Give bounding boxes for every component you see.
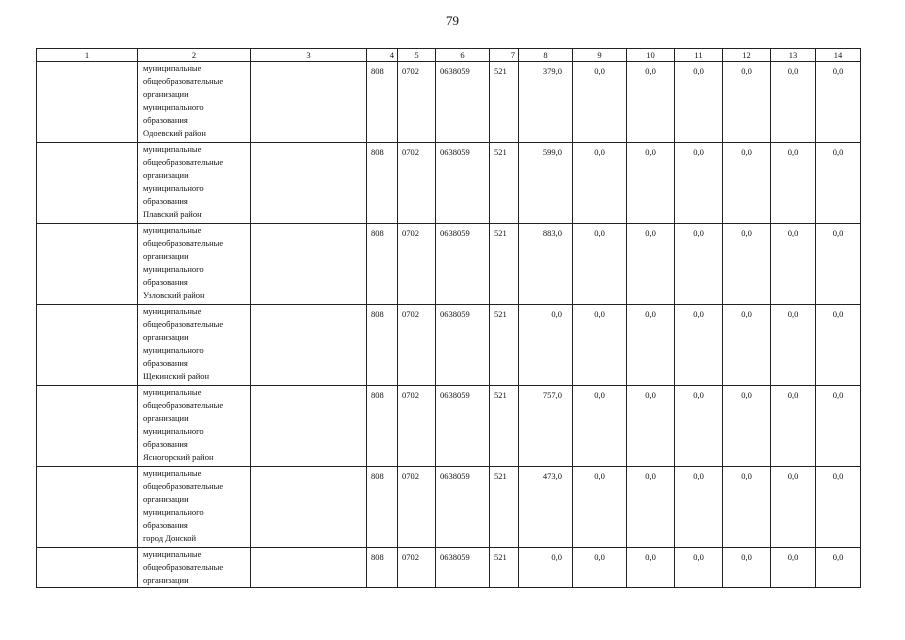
empty-cell [251,305,367,386]
empty-cell [37,548,138,588]
amount-cell: 599,0 [519,143,573,224]
header-cell: 13 [771,49,816,62]
header-row [37,49,861,62]
recipient-name-line: муниципального [143,264,204,274]
value-cell: 0,0 [675,224,723,305]
table-row [37,305,861,386]
recipient-name-cell [138,305,251,386]
page-number: 79 [446,13,459,28]
header-cell: 9 [573,49,627,62]
recipient-name-line: общеобразовательные [143,400,224,410]
value-cell: 0,0 [771,386,816,467]
department-code-cell: 808 [367,305,398,386]
value-cell: 0,0 [723,143,771,224]
empty-cell [37,305,138,386]
target-article-cell: 0638059 [436,467,490,548]
amount-cell: 0,0 [519,548,573,588]
amount-cell: 757,0 [519,386,573,467]
empty-cell [251,62,367,143]
recipient-name-line: общеобразовательные [143,481,224,491]
value-cell: 0,0 [627,143,675,224]
recipient-name-line: муниципального [143,183,204,193]
value-cell: 0,0 [771,62,816,143]
section-code-cell: 0702 [398,548,436,588]
expense-type-cell: 521 [490,386,519,467]
value-cell: 0,0 [723,305,771,386]
recipient-name-line: муниципальные [143,225,202,235]
recipient-name-cell [138,386,251,467]
empty-cell [251,143,367,224]
recipient-name-line: организации [143,575,189,585]
value-cell: 0,0 [573,467,627,548]
amount-cell: 379,0 [519,62,573,143]
header-cell: 7 [490,49,519,62]
value-cell: 0,0 [675,467,723,548]
amount-cell: 0,0 [519,305,573,386]
empty-cell [37,386,138,467]
amount-cell: 883,0 [519,224,573,305]
value-cell: 0,0 [573,305,627,386]
recipient-name-line: общеобразовательные [143,76,224,86]
recipient-name-line: образования [143,115,188,125]
section-code-cell: 0702 [398,305,436,386]
expense-type-cell: 521 [490,467,519,548]
header-cell: 5 [398,49,436,62]
expense-type-cell: 521 [490,548,519,588]
recipient-name-line: Узловский район [143,290,205,300]
department-code-cell: 808 [367,467,398,548]
header-cell: 1 [37,49,138,62]
recipient-name-line: общеобразовательные [143,319,224,329]
table-row [37,467,861,548]
recipient-name-line: организации [143,413,189,423]
value-cell: 0,0 [627,305,675,386]
target-article-cell: 0638059 [436,224,490,305]
empty-cell [251,224,367,305]
table-row [37,62,861,143]
recipient-name-line: муниципального [143,345,204,355]
value-cell: 0,0 [771,143,816,224]
recipient-name-line: организации [143,251,189,261]
section-code-cell: 0702 [398,143,436,224]
recipient-name-line: образования [143,196,188,206]
value-cell: 0,0 [816,224,861,305]
recipient-name-line: образования [143,439,188,449]
value-cell: 0,0 [573,548,627,588]
header-cell: 12 [723,49,771,62]
recipient-name-line: общеобразовательные [143,157,224,167]
expense-type-cell: 521 [490,62,519,143]
amount-cell: 473,0 [519,467,573,548]
recipient-name-line: Одоевский район [143,128,206,138]
value-cell: 0,0 [627,386,675,467]
recipient-name-line: общеобразовательные [143,238,224,248]
value-cell: 0,0 [723,467,771,548]
department-code-cell: 808 [367,143,398,224]
recipient-name-line: муниципальные [143,144,202,154]
value-cell: 0,0 [627,62,675,143]
recipient-name-line: муниципального [143,507,204,517]
department-code-cell: 808 [367,224,398,305]
section-code-cell: 0702 [398,386,436,467]
empty-cell [37,143,138,224]
value-cell: 0,0 [816,143,861,224]
table-body [37,62,861,588]
recipient-name-line: муниципальные [143,387,202,397]
table-row [37,143,861,224]
value-cell: 0,0 [675,62,723,143]
empty-cell [37,467,138,548]
header-cell: 10 [627,49,675,62]
value-cell: 0,0 [675,386,723,467]
value-cell: 0,0 [573,224,627,305]
recipient-name-line: муниципальные [143,306,202,316]
recipient-name-line: организации [143,89,189,99]
value-cell: 0,0 [573,143,627,224]
value-cell: 0,0 [816,548,861,588]
value-cell: 0,0 [771,467,816,548]
recipient-name-line: муниципальные [143,468,202,478]
department-code-cell: 808 [367,548,398,588]
recipient-name-line: образования [143,520,188,530]
empty-cell [251,548,367,588]
recipient-name-line: организации [143,170,189,180]
value-cell: 0,0 [816,62,861,143]
value-cell: 0,0 [816,386,861,467]
value-cell: 0,0 [627,467,675,548]
target-article-cell: 0638059 [436,143,490,224]
target-article-cell: 0638059 [436,62,490,143]
target-article-cell: 0638059 [436,386,490,467]
empty-cell [37,62,138,143]
value-cell: 0,0 [627,224,675,305]
recipient-name-line: образования [143,358,188,368]
table-row [37,386,861,467]
expense-type-cell: 521 [490,305,519,386]
target-article-cell: 0638059 [436,548,490,588]
recipient-name-line: организации [143,494,189,504]
section-code-cell: 0702 [398,62,436,143]
recipient-name-line: Плавский район [143,209,202,219]
value-cell: 0,0 [816,305,861,386]
recipient-name-line: муниципального [143,426,204,436]
table-row [37,548,861,588]
recipient-name-line: Щекинский район [143,371,210,381]
department-code-cell: 808 [367,62,398,143]
recipient-name-line: город Донской [143,533,197,543]
value-cell: 0,0 [675,305,723,386]
value-cell: 0,0 [771,548,816,588]
empty-cell [251,386,367,467]
header-cell: 4 [367,49,398,62]
value-cell: 0,0 [723,548,771,588]
value-cell: 0,0 [771,224,816,305]
header-cell: 6 [436,49,490,62]
empty-cell [37,224,138,305]
recipient-name-line: муниципальные [143,549,202,559]
value-cell: 0,0 [816,467,861,548]
recipient-name-cell [138,548,251,588]
expense-type-cell: 521 [490,224,519,305]
header-cell: 8 [519,49,573,62]
value-cell: 0,0 [573,386,627,467]
department-code-cell: 808 [367,386,398,467]
value-cell: 0,0 [723,62,771,143]
table-row [37,224,861,305]
recipient-name-cell [138,143,251,224]
value-cell: 0,0 [723,386,771,467]
value-cell: 0,0 [771,305,816,386]
header-cell: 2 [138,49,251,62]
section-code-cell: 0702 [398,224,436,305]
value-cell: 0,0 [675,548,723,588]
recipient-name-cell [138,467,251,548]
header-cell: 11 [675,49,723,62]
header-cell: 14 [816,49,861,62]
expense-type-cell: 521 [490,143,519,224]
value-cell: 0,0 [675,143,723,224]
value-cell: 0,0 [627,548,675,588]
recipient-name-line: муниципального [143,102,204,112]
value-cell: 0,0 [573,62,627,143]
recipient-name-cell [138,62,251,143]
section-code-cell: 0702 [398,467,436,548]
target-article-cell: 0638059 [436,305,490,386]
recipient-name-line: Ясногорский район [143,452,214,462]
recipient-name-cell [138,224,251,305]
header-cell: 3 [251,49,367,62]
recipient-name-line: общеобразовательные [143,562,224,572]
budget-table [36,48,861,588]
empty-cell [251,467,367,548]
recipient-name-line: организации [143,332,189,342]
value-cell: 0,0 [723,224,771,305]
recipient-name-line: муниципальные [143,63,202,73]
recipient-name-line: образования [143,277,188,287]
